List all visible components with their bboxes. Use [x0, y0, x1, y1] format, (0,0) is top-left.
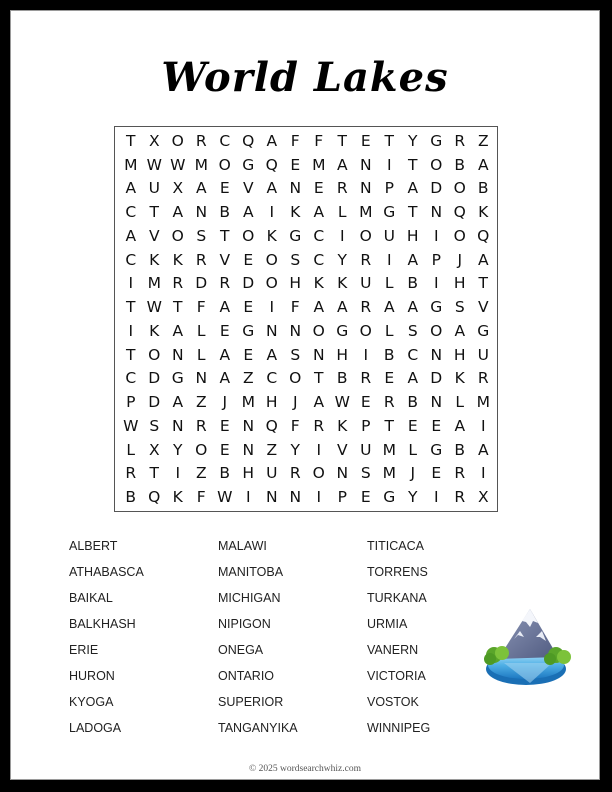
grid-cell: R: [454, 131, 466, 150]
grid-cell: O: [359, 226, 372, 245]
word-list-item: SUPERIOR: [218, 695, 284, 709]
word-list-item: TURKANA: [367, 591, 427, 605]
grid-cell: W: [123, 416, 139, 435]
grid-cell: P: [126, 393, 136, 412]
grid-cell: U: [360, 440, 372, 459]
grid-cell: Q: [242, 131, 255, 150]
grid-cell: N: [359, 155, 372, 174]
grid-cell: A: [172, 321, 184, 340]
grid-cell: X: [172, 179, 184, 198]
grid-cell: A: [407, 369, 419, 388]
word-list-item: ONTARIO: [218, 669, 275, 683]
grid-cell: G: [242, 155, 255, 174]
grid-cell: J: [457, 250, 463, 269]
grid-cell: N: [242, 416, 255, 435]
grid-cell: T: [220, 226, 230, 245]
grid-cell: Y: [290, 440, 300, 459]
grid-cell: W: [146, 155, 162, 174]
grid-cell: I: [128, 274, 134, 293]
grid-cell: P: [361, 416, 371, 435]
grid-cell: T: [478, 274, 488, 293]
grid-cell: L: [384, 274, 394, 293]
grid-cell: U: [477, 345, 489, 364]
grid-cell: T: [149, 464, 159, 483]
grid-cell: P: [337, 488, 347, 507]
grid-cell: L: [408, 440, 418, 459]
grid-cell: E: [407, 416, 418, 435]
grid-cell: A: [407, 298, 419, 317]
grid-cell: D: [430, 179, 443, 198]
grid-cell: I: [339, 226, 345, 245]
grid-cell: O: [148, 345, 161, 364]
grid-cell: G: [336, 321, 349, 340]
page-title: World Lakes: [161, 54, 449, 101]
grid-cell: I: [433, 488, 439, 507]
grid-cell: A: [219, 298, 231, 317]
grid-cell: D: [430, 369, 443, 388]
grid-cell: N: [430, 203, 443, 222]
grid-cell: I: [269, 298, 275, 317]
grid-cell: J: [222, 393, 228, 412]
grid-cell: C: [407, 345, 419, 364]
word-list-item: VICTORIA: [367, 669, 426, 683]
word-list-item: LADOGA: [69, 721, 122, 735]
grid-cell: J: [292, 393, 298, 412]
grid-cell: H: [289, 274, 302, 293]
grid-cell: Q: [477, 226, 490, 245]
grid-cell: N: [430, 393, 443, 412]
grid-cell: A: [313, 393, 325, 412]
grid-cell: E: [360, 131, 371, 150]
grid-cell: S: [196, 226, 207, 245]
grid-cell: R: [289, 464, 301, 483]
grid-cell: N: [171, 345, 184, 364]
grid-cell: E: [243, 345, 254, 364]
grid-cell: R: [336, 179, 348, 198]
grid-cell: A: [383, 298, 395, 317]
grid-cell: P: [431, 250, 441, 269]
grid-cell: I: [175, 464, 181, 483]
grid-cell: I: [363, 345, 369, 364]
grid-cell: Q: [453, 203, 466, 222]
grid-cell: G: [289, 226, 302, 245]
grid-cell: E: [219, 179, 230, 198]
grid-cell: K: [478, 203, 489, 222]
word-list-item: MANITOBA: [218, 565, 284, 579]
grid-cell: V: [219, 250, 231, 269]
grid-cell: F: [196, 488, 206, 507]
word-list-item: HURON: [69, 669, 115, 683]
grid-cell: G: [477, 321, 490, 340]
word-list-item: ERIE: [69, 643, 99, 657]
grid-cell: R: [477, 369, 489, 388]
grid-cell: K: [149, 321, 160, 340]
word-list-item: TANGANYIKA: [218, 721, 298, 735]
grid-cell: B: [383, 345, 395, 364]
grid-cell: E: [360, 488, 371, 507]
grid-cell: A: [407, 250, 419, 269]
grid-cell: I: [386, 250, 392, 269]
grid-cell: A: [125, 226, 137, 245]
grid-cell: N: [359, 179, 372, 198]
grid-cell: U: [148, 179, 160, 198]
grid-cell: O: [312, 464, 325, 483]
grid-cell: N: [312, 345, 325, 364]
grid-cell: A: [336, 155, 348, 174]
grid-cell: B: [219, 203, 231, 222]
grid-cell: M: [312, 155, 326, 174]
grid-cell: A: [219, 345, 231, 364]
grid-cell: A: [195, 179, 207, 198]
grid-cell: N: [265, 321, 278, 340]
grid-cell: B: [454, 155, 466, 174]
grid-cell: C: [219, 131, 231, 150]
grid-cell: K: [337, 416, 348, 435]
grid-cell: R: [313, 416, 325, 435]
grid-cell: E: [243, 298, 254, 317]
grid-cell: N: [289, 488, 302, 507]
grid-cell: A: [407, 179, 419, 198]
grid-cell: B: [336, 369, 348, 388]
grid-cell: M: [147, 274, 161, 293]
grid-cell: Q: [148, 488, 161, 507]
grid-cell: R: [360, 250, 372, 269]
grid-cell: R: [195, 416, 207, 435]
grid-cell: E: [313, 179, 324, 198]
grid-cell: K: [290, 203, 301, 222]
grid-cell: A: [477, 440, 489, 459]
grid-cell: R: [125, 464, 137, 483]
grid-cell: O: [453, 226, 466, 245]
grid-cell: R: [360, 298, 372, 317]
grid-cell: S: [407, 321, 418, 340]
grid-cell: A: [477, 250, 489, 269]
word-list: [69, 538, 529, 746]
grid-cell: L: [196, 321, 206, 340]
grid-cell: X: [477, 488, 489, 507]
grid-cell: T: [126, 298, 136, 317]
grid-cell: I: [433, 226, 439, 245]
grid-cell: T: [408, 203, 418, 222]
grid-cell: T: [173, 298, 183, 317]
grid-cell: G: [171, 369, 184, 388]
grid-cell: A: [242, 203, 254, 222]
grid-cell: F: [290, 131, 300, 150]
grid-cell: C: [125, 250, 137, 269]
grid-cell: B: [407, 393, 419, 412]
grid-cell: L: [384, 321, 394, 340]
grid-cell: R: [360, 369, 372, 388]
word-list-item: TITICACA: [367, 539, 424, 553]
grid-cell: D: [242, 274, 255, 293]
grid-cell: T: [126, 131, 136, 150]
grid-cell: A: [266, 345, 278, 364]
grid-cell: E: [384, 369, 395, 388]
grid-cell: E: [360, 393, 371, 412]
grid-cell: A: [266, 131, 278, 150]
grid-cell: N: [265, 488, 278, 507]
grid-cell: O: [312, 321, 325, 340]
grid-cell: N: [289, 321, 302, 340]
grid-cell: W: [170, 155, 186, 174]
grid-cell: V: [477, 298, 489, 317]
grid-cell: O: [218, 155, 231, 174]
grid-cell: O: [242, 226, 255, 245]
grid-cell: L: [337, 203, 347, 222]
word-list-item: VOSTOK: [367, 695, 419, 709]
grid-cell: A: [125, 179, 137, 198]
grid-cell: C: [125, 369, 137, 388]
grid-cell: J: [410, 464, 416, 483]
grid-cell: B: [125, 488, 137, 507]
grid-cell: M: [476, 393, 490, 412]
grid-cell: H: [336, 345, 349, 364]
grid-cell: O: [171, 226, 184, 245]
grid-cell: I: [386, 155, 392, 174]
grid-cell: A: [172, 393, 184, 412]
grid-cell: I: [480, 464, 486, 483]
grid-cell: C: [313, 226, 325, 245]
grid-cell: N: [171, 416, 184, 435]
mountain-lake-icon: [478, 601, 574, 689]
grid-cell: R: [195, 131, 207, 150]
grid-cell: G: [430, 298, 443, 317]
grid-cell: O: [265, 250, 278, 269]
grid-cell: A: [477, 155, 489, 174]
grid-cell: I: [128, 321, 134, 340]
grid-cell: O: [195, 440, 208, 459]
grid-cell: B: [219, 464, 231, 483]
grid-cell: R: [454, 464, 466, 483]
grid-cell: E: [219, 321, 230, 340]
grid-cell: V: [148, 226, 160, 245]
grid-cell: U: [383, 226, 395, 245]
grid-cell: Q: [265, 155, 278, 174]
grid-cell: X: [148, 131, 160, 150]
grid-cell: A: [219, 369, 231, 388]
grid-cell: M: [382, 440, 396, 459]
grid-cell: Z: [477, 131, 489, 150]
grid-cell: Z: [195, 393, 207, 412]
grid-cell: O: [359, 321, 372, 340]
grid-cell: U: [266, 464, 278, 483]
grid-cell: O: [289, 369, 302, 388]
grid-cell: T: [337, 131, 347, 150]
grid-cell: C: [125, 203, 137, 222]
grid-cell: N: [289, 179, 302, 198]
grid-cell: C: [313, 250, 325, 269]
grid-cell: I: [316, 488, 322, 507]
grid-cell: A: [454, 321, 466, 340]
grid-cell: Z: [266, 440, 278, 459]
worksheet-page: [10, 10, 600, 780]
grid-cell: M: [194, 155, 208, 174]
grid-cell: K: [313, 274, 324, 293]
grid-cell: S: [360, 464, 371, 483]
word-list-item: MICHIGAN: [218, 591, 281, 605]
grid-cell: T: [149, 203, 159, 222]
grid-cell: Y: [408, 488, 418, 507]
word-list-item: WINNIPEG: [367, 721, 431, 735]
grid-cell: W: [334, 393, 350, 412]
grid-cell: D: [148, 369, 161, 388]
grid-cell: K: [266, 226, 277, 245]
grid-cell: Y: [173, 440, 183, 459]
word-list-item: ATHABASCA: [69, 565, 144, 579]
word-list-item: URMIA: [367, 617, 408, 631]
grid-cell: A: [454, 416, 466, 435]
grid-cell: O: [430, 155, 443, 174]
grid-cell: O: [430, 321, 443, 340]
grid-cell: K: [172, 250, 183, 269]
grid-cell: N: [242, 440, 255, 459]
grid-cell: T: [126, 345, 136, 364]
grid-cell: I: [269, 203, 275, 222]
grid-cell: A: [336, 298, 348, 317]
grid-cell: D: [148, 393, 161, 412]
grid-cell: K: [172, 488, 183, 507]
word-list-item: ONEGA: [218, 643, 264, 657]
grid-cell: E: [219, 416, 230, 435]
grid-cell: G: [430, 440, 443, 459]
grid-cell: E: [219, 440, 230, 459]
grid-cell: N: [195, 369, 208, 388]
grid-cell: S: [149, 416, 160, 435]
grid-cell: Y: [408, 131, 418, 150]
grid-cell: V: [336, 440, 348, 459]
grid-cell: H: [242, 464, 255, 483]
grid-cell: I: [316, 440, 322, 459]
grid-cell: T: [314, 369, 324, 388]
grid-cell: D: [195, 274, 208, 293]
grid-cell: H: [453, 274, 466, 293]
grid-cell: K: [149, 250, 160, 269]
grid-cell: Z: [242, 369, 254, 388]
grid-cell: I: [245, 488, 251, 507]
grid-cell: E: [290, 155, 301, 174]
grid-cell: G: [383, 203, 396, 222]
grid-cell: N: [430, 345, 443, 364]
grid-cell: L: [126, 440, 136, 459]
word-list-item: BALKHASH: [69, 617, 136, 631]
grid-cell: S: [290, 345, 301, 364]
grid-cell: G: [383, 488, 396, 507]
grid-cell: N: [195, 203, 208, 222]
grid-cell: O: [171, 131, 184, 150]
grid-cell: H: [265, 393, 278, 412]
grid-cell: V: [242, 179, 254, 198]
grid-cell: Y: [337, 250, 347, 269]
grid-cell: W: [146, 298, 162, 317]
word-list-item: NIPIGON: [218, 617, 271, 631]
grid-cell: Q: [265, 416, 278, 435]
word-list-item: VANERN: [367, 643, 419, 657]
word-list-item: KYOGA: [69, 695, 114, 709]
grid-cell: M: [382, 464, 396, 483]
grid-cell: G: [242, 321, 255, 340]
grid-cell: F: [196, 298, 206, 317]
grid-cell: F: [290, 298, 300, 317]
word-list-item: MALAWI: [218, 539, 267, 553]
grid-cell: P: [384, 179, 394, 198]
grid-cell: R: [172, 274, 184, 293]
grid-cell: N: [336, 464, 349, 483]
grid-cell: M: [124, 155, 138, 174]
word-list-item: TORRENS: [367, 565, 428, 579]
grid-cell: F: [290, 416, 300, 435]
grid-cell: E: [431, 416, 442, 435]
grid-cell: I: [433, 274, 439, 293]
grid-cell: Z: [195, 464, 207, 483]
grid-cell: R: [219, 274, 231, 293]
grid-cell: A: [172, 203, 184, 222]
grid-cell: B: [454, 440, 466, 459]
letter-grid: [114, 126, 498, 512]
grid-cell: B: [477, 179, 489, 198]
grid-cell: B: [407, 274, 419, 293]
grid-cell: H: [406, 226, 419, 245]
grid-cell: X: [148, 440, 160, 459]
grid-cell: S: [290, 250, 301, 269]
grid-cell: A: [313, 298, 325, 317]
grid-cell: R: [383, 393, 395, 412]
grid-cell: S: [454, 298, 465, 317]
grid-cell: M: [359, 203, 373, 222]
grid-cell: K: [454, 369, 465, 388]
grid-cell: T: [384, 416, 394, 435]
grid-cell: T: [384, 131, 394, 150]
grid-cell: W: [217, 488, 233, 507]
grid-cell: R: [195, 250, 207, 269]
grid-cell: A: [266, 179, 278, 198]
grid-cell: R: [454, 488, 466, 507]
grid-cell: L: [196, 345, 206, 364]
grid-cell: E: [431, 464, 442, 483]
grid-cell: I: [480, 416, 486, 435]
grid-cell: O: [453, 179, 466, 198]
grid-cell: G: [430, 131, 443, 150]
copyright-footer: © 2025 wordsearchwhiz.com: [249, 764, 361, 774]
grid-cell: O: [265, 274, 278, 293]
grid-cell: C: [266, 369, 278, 388]
word-list-item: BAIKAL: [69, 591, 113, 605]
grid-cell: H: [453, 345, 466, 364]
word-list-item: ALBERT: [69, 539, 118, 553]
grid-cell: A: [313, 203, 325, 222]
grid-cell: K: [337, 274, 348, 293]
grid-cell: L: [455, 393, 465, 412]
grid-cell: U: [360, 274, 372, 293]
grid-cell: E: [243, 250, 254, 269]
grid-cell: M: [241, 393, 255, 412]
grid-cell: T: [408, 155, 418, 174]
grid-cell: F: [314, 131, 324, 150]
